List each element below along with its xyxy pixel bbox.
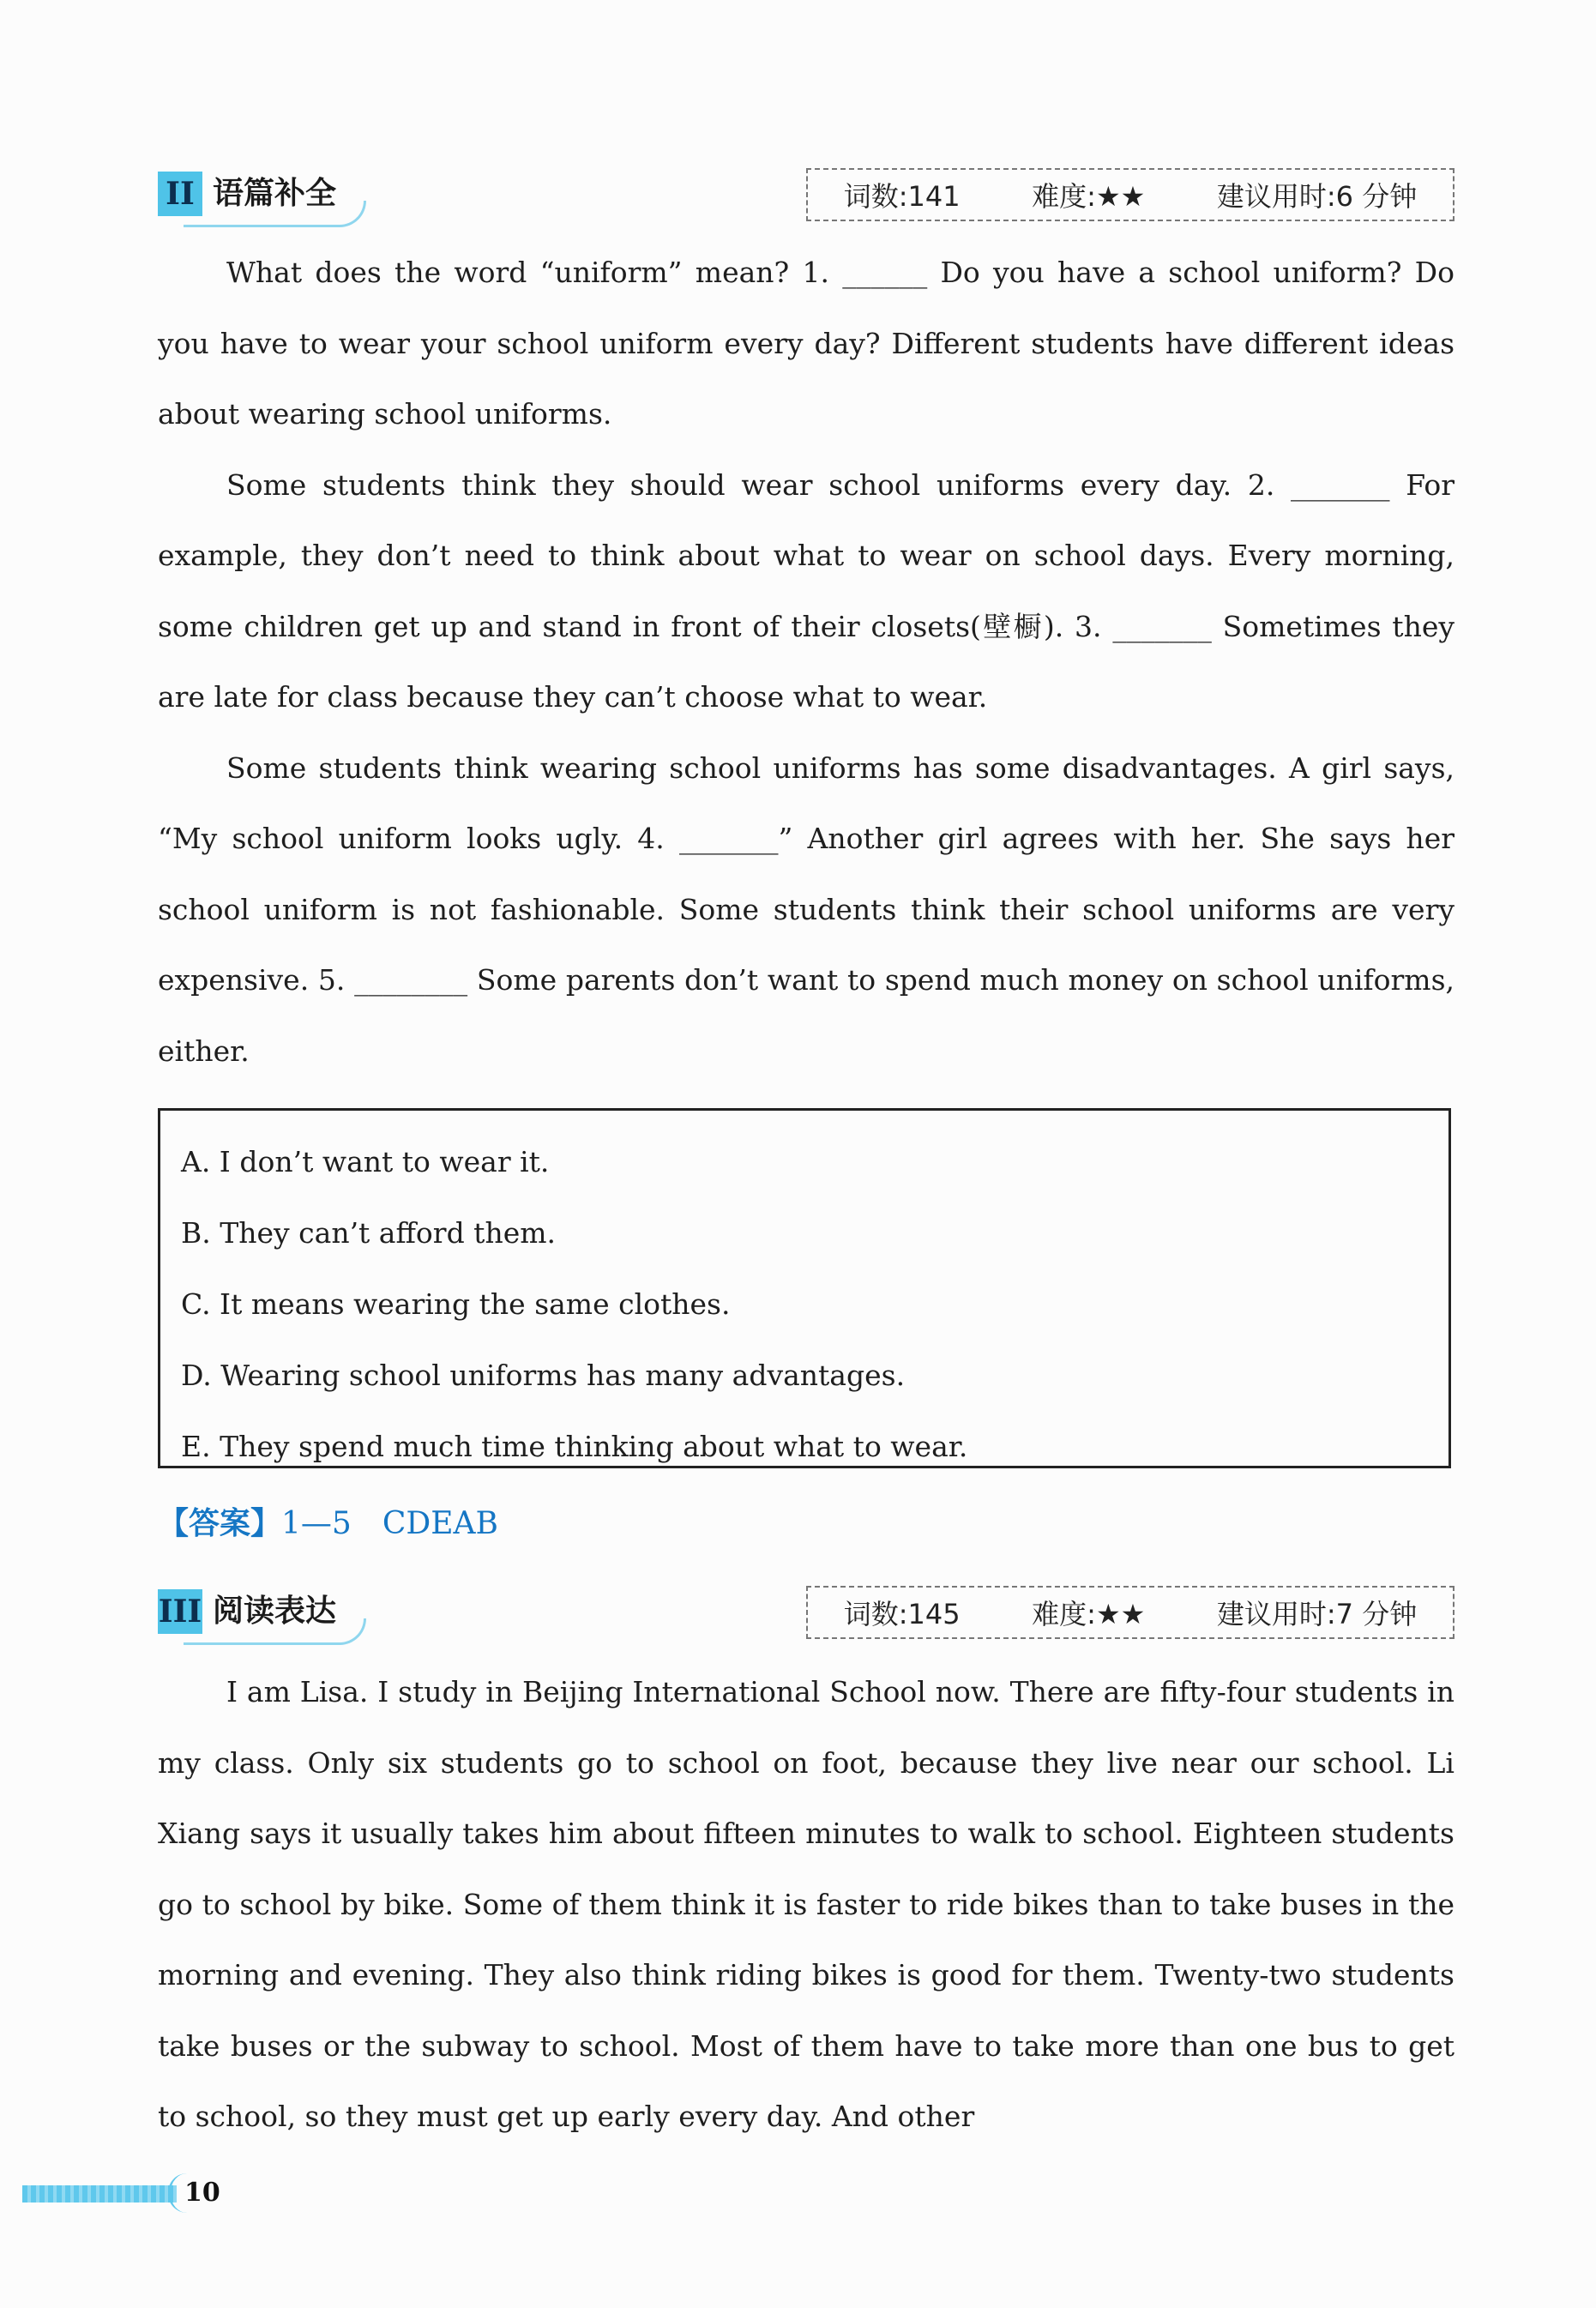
section-2-word-count: 词数:141 (843, 180, 961, 213)
option-c: C. It means wearing the same clothes. (181, 1287, 731, 1321)
options-list (160, 1111, 1448, 1482)
section-3-paragraph-1: I am Lisa. I study in Beijing International School now. There are fifty-four students in my class. Only six students go to school on foot, because they live near our school. Li Xiang says it usually takes him about fifteen minutes to walk to school. Eighteen students go to school by bike. Some of them think it is faster to ride bikes than to take buses in the morning and evening. They also think riding bikes is good for them. Twenty-two students take buses or the subway to school. Most of them have to take more than one bus to get to school, so they must get up early every day. And other (158, 1675, 1454, 2133)
section-2-meta-box (806, 168, 1454, 221)
option-d: D. Wearing school uniforms has many advantages. (181, 1359, 906, 1392)
answer-line (158, 1499, 498, 1543)
section-2-paragraph-2: Some students think they should wear school uniforms every day. 2. _______ For example, they don’t need to think about what to wear on school days. Every morning, some children get up and stand in front of their closets(壁橱). 3. _______ Sometimes they are late for class because they can’t choose what to wear. (158, 467, 1454, 714)
section-3-meta-box (806, 1586, 1454, 1639)
section-2-header (158, 168, 1454, 221)
answer-label: 【答案】 (158, 1506, 282, 1541)
section-2-difficulty: 难度:★★ (1032, 180, 1146, 213)
section-2-paragraph-3: Some students think wearing school uniforms has some disadvantages. A girl says, “My school uniform looks ugly. 4. _______” Another girl agrees with her. She says her school uniform is not fashionable. Some students think their school uniforms are very expensive. 5. ________ Some parents don’t want to spend much money on school uniforms, either. (158, 750, 1454, 1068)
option-b: B. They can’t afford them. (181, 1216, 557, 1250)
section-3-tag (158, 1586, 381, 1639)
section-2-number: II (158, 172, 202, 216)
section-3-title: 阅读表达 (213, 1594, 337, 1629)
section-2-time: 建议用时:6 分钟 (1216, 180, 1418, 213)
footer-decoration-bar (22, 2185, 177, 2203)
answer-text: 1—5 CDEAB (281, 1506, 498, 1541)
section-2-passage (158, 238, 1454, 1087)
section-3-difficulty: 难度:★★ (1032, 1598, 1146, 1630)
page-number: 10 (168, 2173, 220, 2213)
section-3-header (158, 1586, 1454, 1639)
option-e: E. They spend much time thinking about what to wear. (181, 1430, 968, 1463)
section-3-word-count: 词数:145 (843, 1598, 961, 1630)
section-2-tag (158, 168, 381, 221)
options-box (158, 1108, 1451, 1468)
option-a: A. I don’t want to wear it. (181, 1145, 550, 1178)
section-2-paragraph-1: What does the word “uniform” mean? 1. ______ Do you have a school uniform? Do you have to wear your school uniform every day? Different students have different ideas about wearing school uniforms. (158, 256, 1454, 431)
section-3-time: 建议用时:7 分钟 (1216, 1598, 1418, 1630)
section-2-title: 语篇补全 (213, 176, 337, 211)
section-3-number: III (158, 1589, 202, 1634)
section-3-passage (158, 1657, 1454, 2153)
